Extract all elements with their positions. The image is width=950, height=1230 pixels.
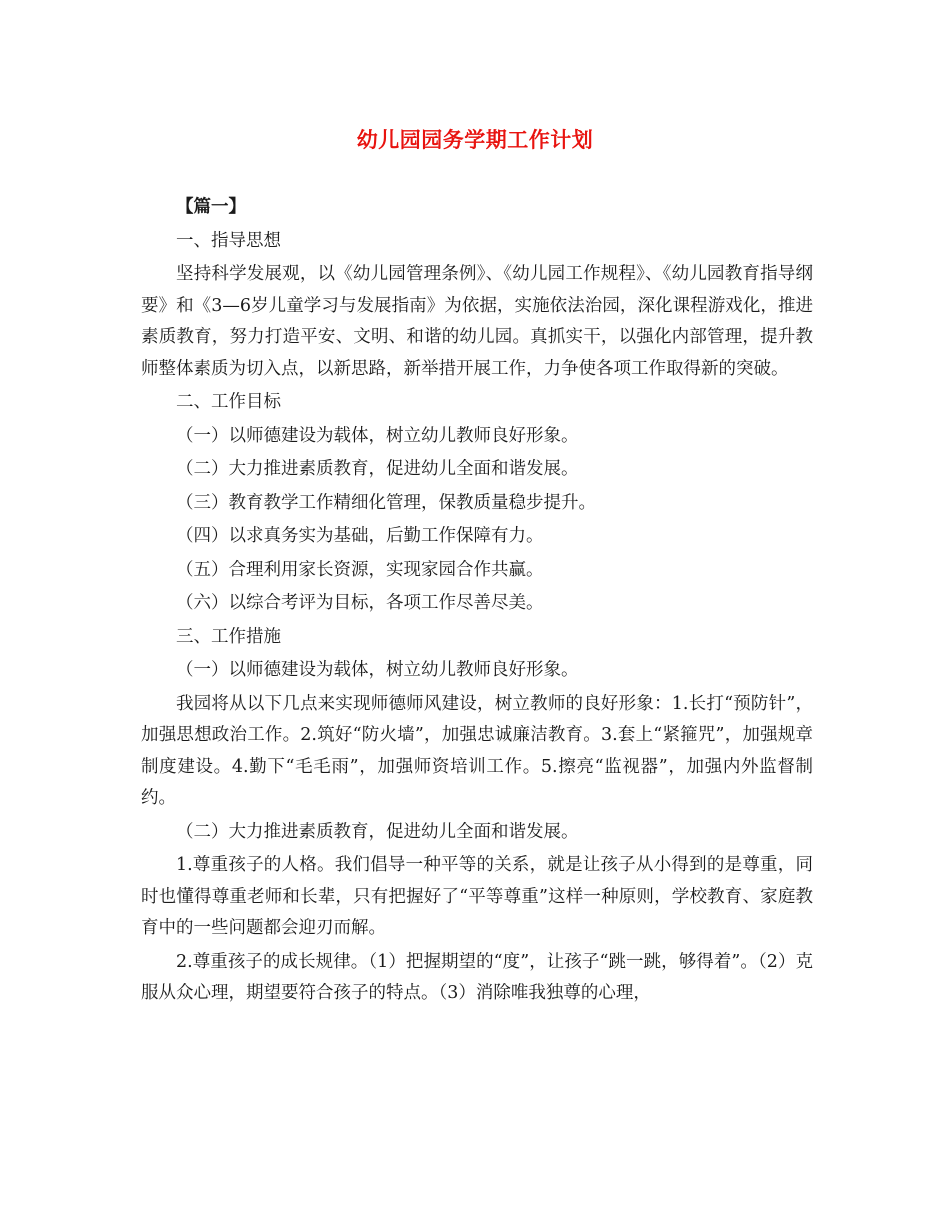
body-paragraph: 2.尊重孩子的成长规律。（1）把握期望的“度”，让孩子“跳一跳，够得着”。（2）克服从众心理，期望要符合孩子的特点。（3）消除唯我独尊的心理， (141, 951, 813, 1003)
list-item: （五）合理利用家长资源，实现家园合作共赢。 (176, 559, 544, 580)
list-item: （三）教育教学工作精细化管理，保教质量稳步提升。 (176, 492, 596, 513)
list-item: （四）以求真务实为基础，后勤工作保障有力。 (176, 526, 544, 546)
body-paragraph: 1.尊重孩子的人格。我们倡导一种平等的关系，就是让孩子从小得到的是尊重，同时也懂得尊重老师和长辈，只有把握好了“平等尊重”这样一种原则，学校教育、家庭教育中的一些问题都会迎刃而解。 (141, 855, 813, 938)
list-item: （二）大力推进素质教育，促进幼儿全面和谐发展。 (176, 459, 579, 479)
section-heading: 三、工作措施 (176, 626, 281, 647)
document-title: 幼儿园园务学期工作计划 (356, 127, 594, 152)
list-item: （六）以综合考评为目标，各项工作尽善尽美。 (176, 593, 544, 613)
body-paragraph: 我园将从以下几点来实现师德师风建设，树立教师的良好形象：1.长打“预防针”，加强思想政治工作。2.筑好“防火墙”，加强忠诚廉洁教育。3.套上“紧箍咒”，加强规章制度建设。4.勤下“毛毛雨”，加强师资培训工作。5.擦亮“监视器”，加强内外监督制约。 (141, 693, 813, 808)
list-item: （二）大力推进素质教育，促进幼儿全面和谐发展。 (176, 821, 579, 842)
section-label: 【篇一】 (176, 197, 246, 217)
document-body (141, 192, 813, 1012)
list-item: （一）以师德建设为载体，树立幼儿教师良好形象。 (176, 660, 579, 680)
section-heading: 二、工作目标 (176, 392, 281, 412)
section-heading: 一、指导思想 (176, 230, 281, 251)
body-paragraph: 坚持科学发展观，以《幼儿园管理条例》、《幼儿园工作规程》、《幼儿园教育指导纲要》和《3—6岁儿童学习与发展指南》为依据，实施依法治园，深化课程游戏化，推进素质教育，努力打造平安、文明、和谐的幼儿园。真抓实干，以强化内部管理，提升教师整体素质为切入点，以新思路，新举措开展工作，力争使各项工作取得新的突破。 (141, 264, 813, 379)
list-item: （一）以师德建设为载体，树立幼儿教师良好形象。 (176, 425, 579, 446)
